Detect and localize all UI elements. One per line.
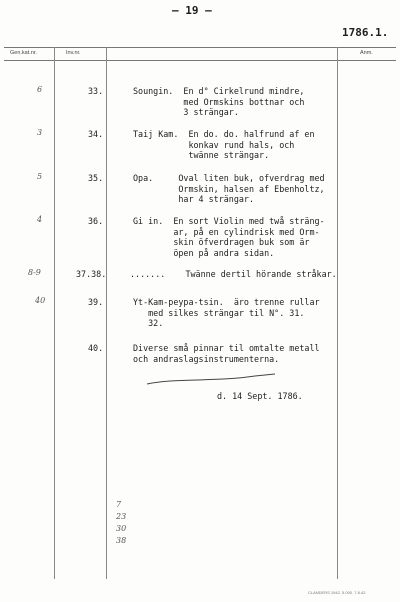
column-divider-genkat [54, 47, 55, 579]
margin-note: 38 [116, 536, 127, 545]
date-line: d. 14 Sept. 1786. [217, 391, 303, 401]
genkat-number: 8-9 [28, 268, 41, 277]
document-reference: 1786.1. [342, 26, 389, 39]
print-footer: CLANDERS 1942. 5.000. 7.8.42. [308, 590, 367, 595]
entry-description: Opa. Oval liten buk, ofverdrag med Ormskin, halsen af Ebenholtz, har 4 strängar. [133, 173, 325, 204]
margin-note: 30 [116, 524, 127, 533]
inventory-number: 37.38. [76, 269, 107, 279]
genkat-number: 3 [37, 128, 43, 137]
inventory-number: 39. [88, 297, 104, 307]
page-number: — 19 — [172, 4, 212, 17]
entry-description: Taij Kam. En do. do. halfrund af en konkav rund hals, och twänne strängar. [133, 129, 315, 160]
inventory-number: 40. [88, 343, 104, 353]
entry-description: Soungin. En d° Cirkelrund mindre, med Ormskins bottnar och 3 strängar. [133, 86, 305, 117]
column-divider-invnr [106, 47, 107, 579]
entry-description: Gi in. En sort Violin med twå sträng- ar, på en cylindrisk med Orm- skin öfverdragen buk som är öpen på andra sidan. [133, 216, 325, 258]
inventory-number: 34. [88, 129, 104, 139]
column-header-genkat: Gen.kat.nr. [10, 50, 37, 56]
inventory-number: 36. [88, 216, 104, 226]
margin-note: 7 [116, 500, 122, 509]
inventory-number: 33. [88, 86, 104, 96]
genkat-number: 5 [37, 172, 43, 181]
margin-note: 23 [116, 512, 127, 521]
entry-description: ....... Twänne dertil hörande stråkar. [130, 269, 337, 279]
inventory-number: 35. [88, 173, 104, 183]
genkat-number: 6 [37, 85, 43, 94]
entry-description: Yt-Kam-peypa-tsin. äro trenne rullar med silkes strängar til N°. 31. 32. [133, 297, 320, 328]
column-header-anm: Anm. [360, 50, 373, 56]
column-divider-anm [337, 47, 338, 579]
genkat-number: 4 [37, 215, 43, 224]
column-header-invnr: Inv.nr. [66, 50, 81, 56]
pen-stroke [145, 372, 285, 392]
entry-description: Diverse små pinnar til omtalte metall och andraslagsinstrumenterna. [133, 343, 320, 364]
genkat-number: 40 [35, 296, 46, 305]
